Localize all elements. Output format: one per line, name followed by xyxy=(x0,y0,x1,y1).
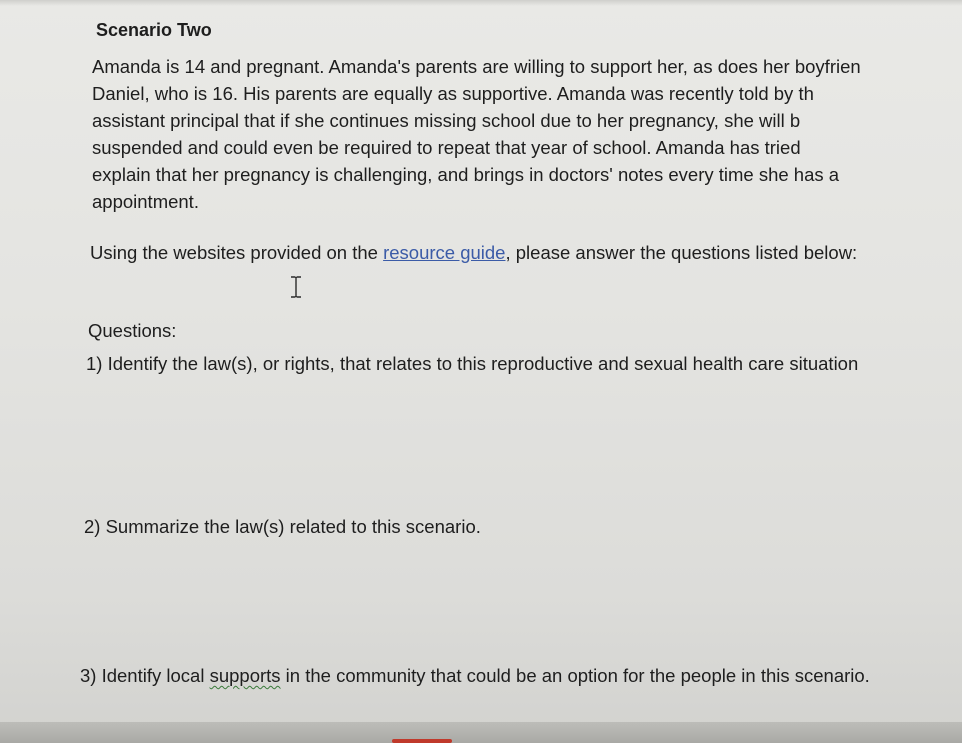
question-3-before: 3) Identify local xyxy=(80,665,210,686)
spellcheck-flagged-word[interactable]: supports xyxy=(209,665,281,686)
scenario-line: Daniel, who is 16. His parents are equally as supportive. Amanda was recently told by th xyxy=(92,83,814,104)
question-3-after: in the community that could be an option for the people in this scenario. xyxy=(280,665,870,686)
resource-guide-link[interactable]: resource guide xyxy=(383,242,506,263)
bottom-edge-bar xyxy=(0,722,962,743)
question-2: 2) Summarize the law(s) related to this scenario. xyxy=(84,516,481,537)
question-3 xyxy=(80,664,900,688)
instruction-prefix: Using the websites provided on the xyxy=(90,242,384,263)
scenario-line: explain that her pregnancy is challenging, and brings in doctors' notes every time she has a xyxy=(92,164,840,185)
scenario-line: assistant principal that if she continues missing school due to her pregnancy, she will b xyxy=(92,110,801,131)
scenario-title: Scenario Two xyxy=(96,20,212,40)
scenario-line: appointment. xyxy=(92,191,199,212)
questions-heading: Questions: xyxy=(88,320,177,341)
scenario-line: suspended and could even be required to repeat that year of school. Amanda has tried xyxy=(92,137,801,158)
question-1: 1) Identify the law(s), or rights, that relates to this reproductive and sexual health care situation xyxy=(86,353,859,374)
instruction-suffix: , please answer the questions listed below: xyxy=(505,242,858,263)
text-cursor-icon xyxy=(289,276,303,298)
scenario-paragraph xyxy=(92,53,962,215)
red-accent-mark xyxy=(392,739,452,743)
instruction-text xyxy=(90,242,857,264)
scenario-line: Amanda is 14 and pregnant. Amanda's parents are willing to support her, as does her boyfrien xyxy=(92,56,861,77)
page-top-edge xyxy=(0,0,962,6)
